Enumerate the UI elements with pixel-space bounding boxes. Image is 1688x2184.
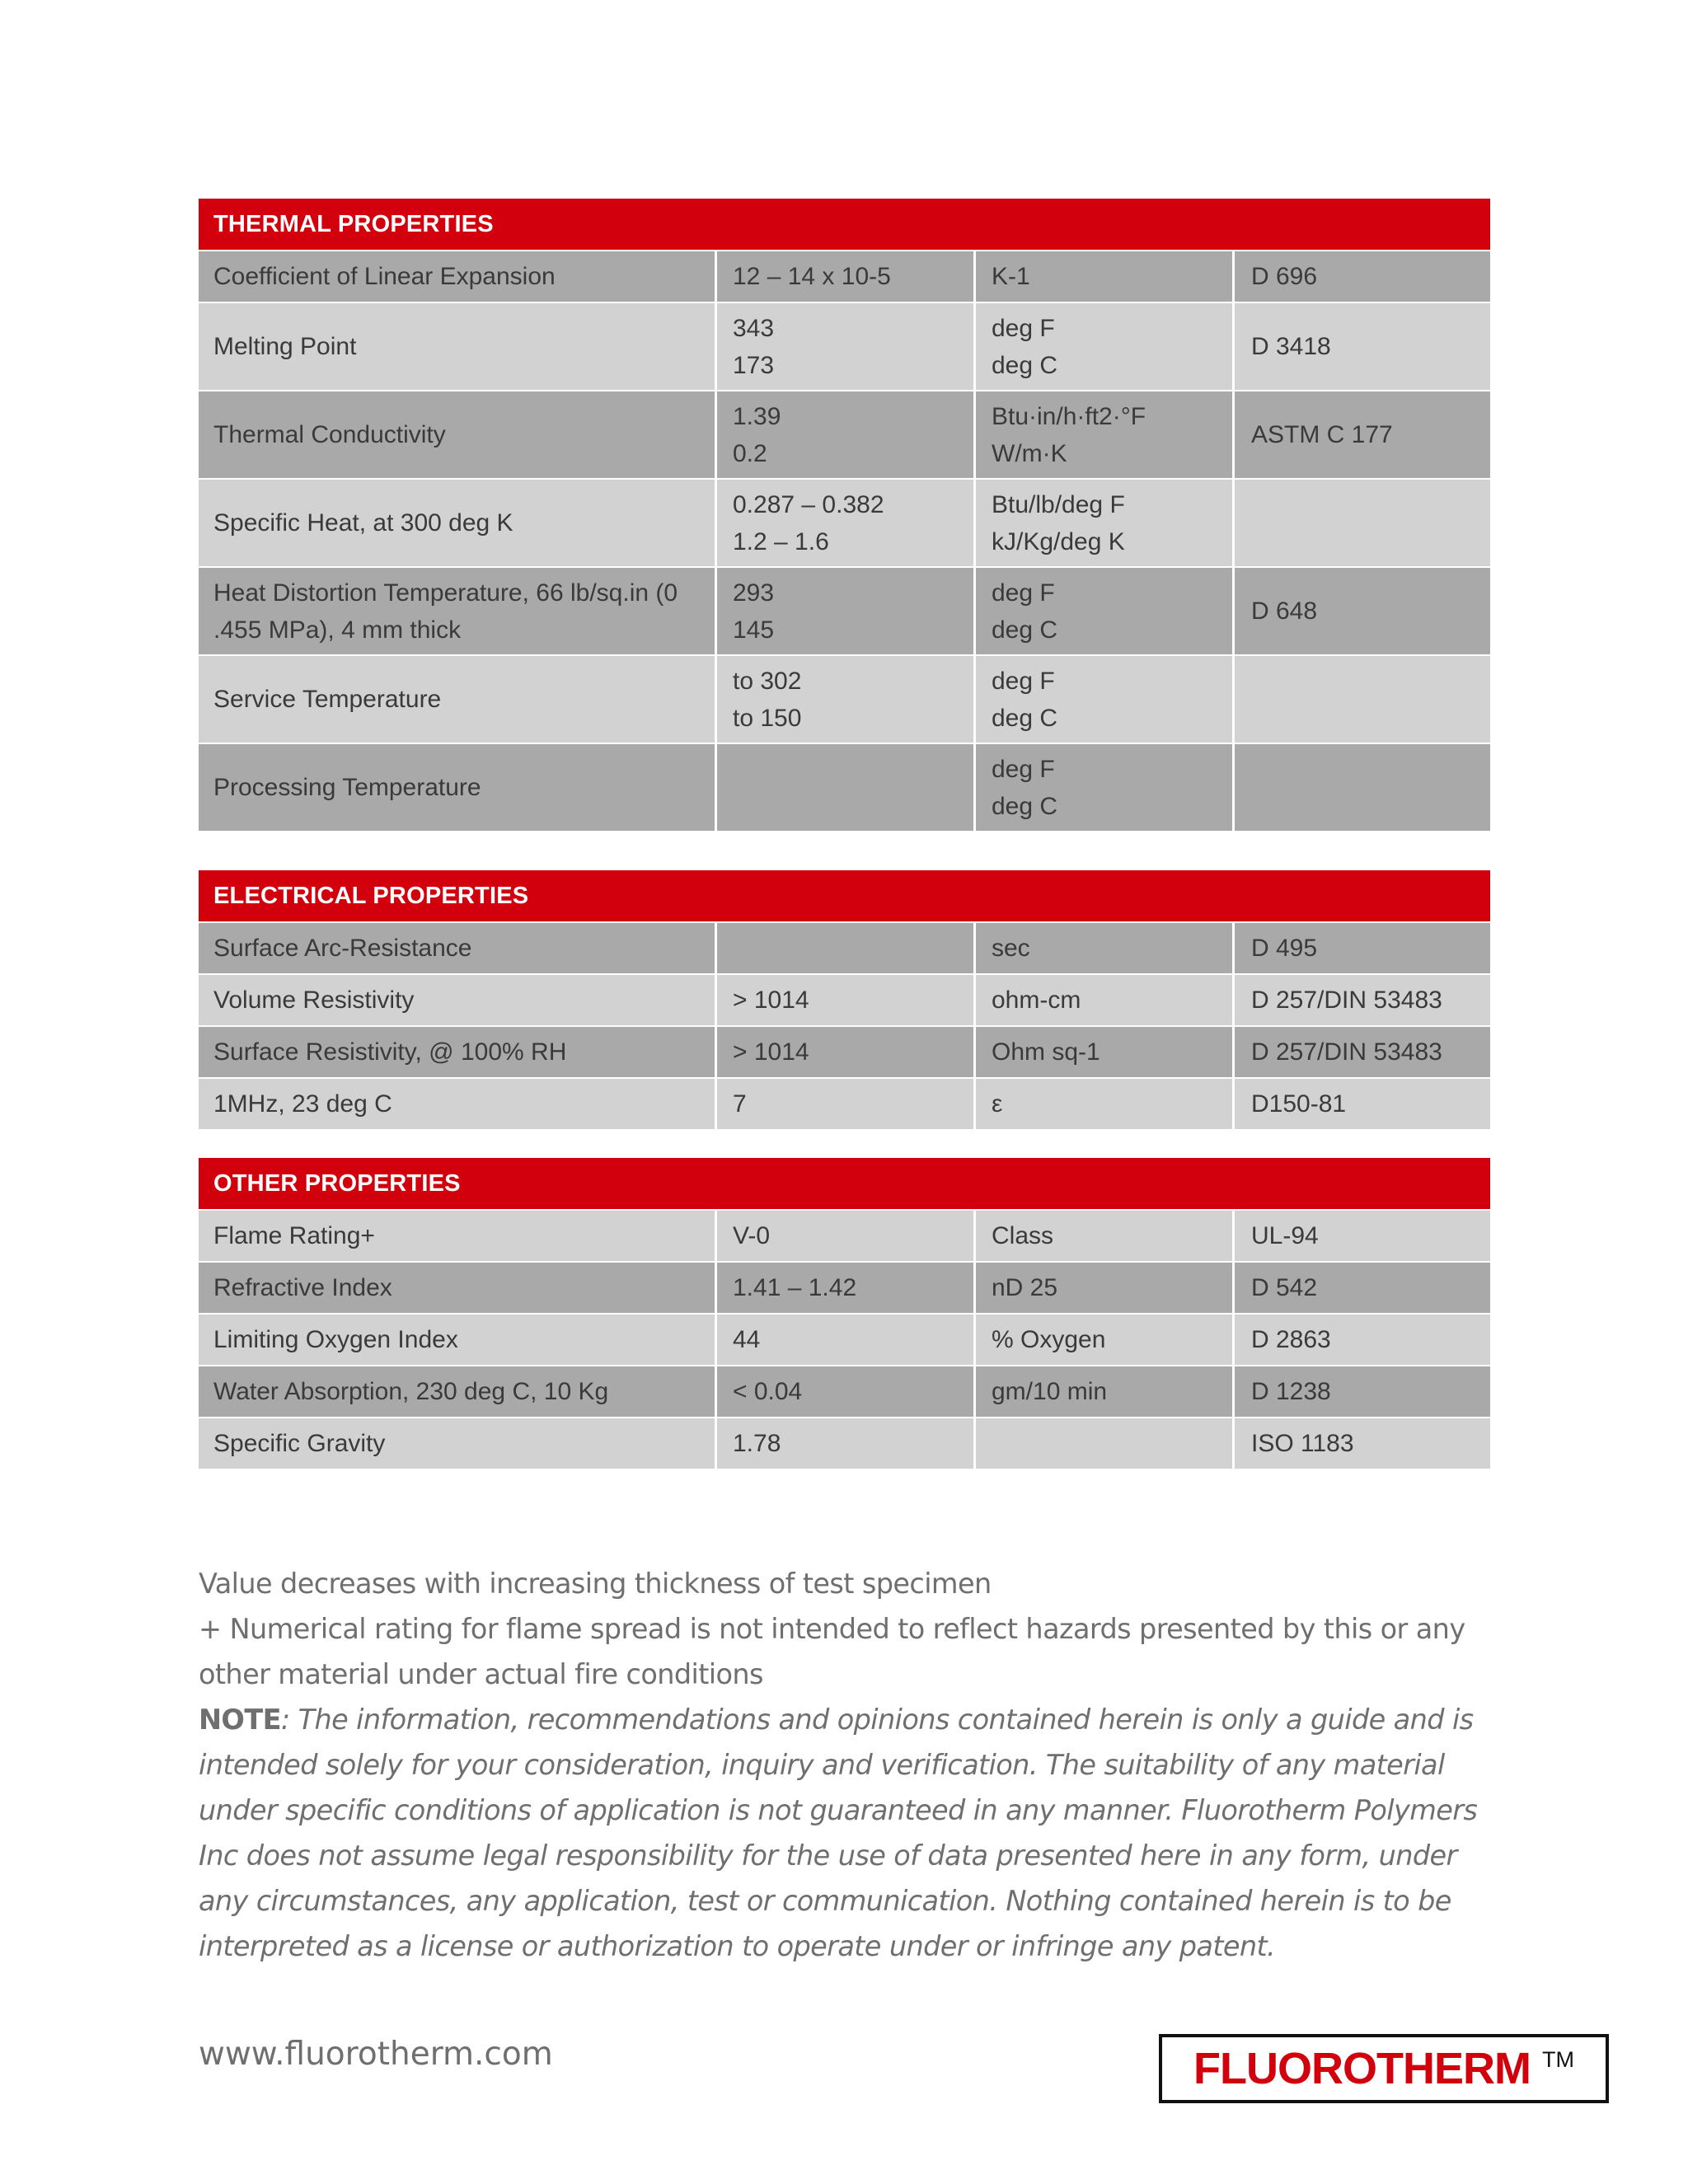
other-properties-table — [199, 1158, 1490, 1469]
property-text: Heat Distortion Temperature, 66 lb/sq.in (0 .455 MPa), 4 mm thick — [213, 579, 678, 644]
property-text: Surface Arc-Resistance — [213, 935, 472, 962]
logo-wordmark: FLUOROTHERM — [1193, 2044, 1531, 2093]
unit-line: deg F — [992, 579, 1055, 607]
website-link[interactable]: www.fluorotherm.com — [199, 2036, 553, 2073]
property-text: Surface Resistivity, @ 100% RH — [213, 1038, 567, 1066]
value-line: V-0 — [733, 1222, 771, 1249]
unit-cell — [973, 1027, 1232, 1077]
table-row — [199, 1025, 1490, 1077]
test-method-text: D 696 — [1251, 263, 1318, 290]
test-method-cell — [1232, 1027, 1490, 1077]
table-row — [199, 973, 1490, 1025]
unit-line: W/m·K — [992, 439, 1067, 467]
value-line: to 150 — [733, 704, 802, 732]
unit-cell — [973, 480, 1232, 566]
test-method-cell — [1232, 568, 1490, 654]
property-text: Volume Resistivity — [213, 987, 415, 1014]
property-cell — [199, 1366, 715, 1417]
test-method-text: ISO 1183 — [1251, 1430, 1354, 1457]
footnote-thickness: Value decreases with increasing thickness of test specimen — [199, 1568, 992, 1600]
test-method-cell — [1232, 303, 1490, 390]
table-row — [199, 1313, 1490, 1365]
value-line: 0.2 — [733, 439, 767, 467]
test-method-text: D150-81 — [1251, 1090, 1347, 1118]
property-text: Coefficient of Linear Expansion — [213, 263, 556, 290]
value-line: 173 — [733, 351, 775, 379]
property-text: Melting Point — [213, 333, 357, 360]
table-row — [199, 1209, 1490, 1261]
table-row — [199, 1417, 1490, 1469]
table-row — [199, 1365, 1490, 1417]
property-text: 1MHz, 23 deg C — [213, 1090, 392, 1118]
unit-line: deg C — [992, 704, 1058, 732]
thermal-properties-rows — [199, 250, 1490, 831]
value-cell — [715, 1027, 973, 1077]
value-cell — [715, 480, 973, 566]
unit-cell — [973, 744, 1232, 831]
unit-cell — [973, 1211, 1232, 1261]
table-row — [199, 654, 1490, 743]
property-text: Flame Rating+ — [213, 1222, 375, 1249]
test-method-cell — [1232, 923, 1490, 973]
value-line: 1.41 – 1.42 — [733, 1274, 857, 1301]
value-cell — [715, 251, 973, 302]
table-row — [199, 302, 1490, 390]
property-cell — [199, 1211, 715, 1261]
property-cell — [199, 251, 715, 302]
value-cell — [715, 1315, 973, 1365]
disclaimer-note — [199, 1697, 1493, 1969]
unit-line: nD 25 — [992, 1274, 1058, 1301]
value-cell — [715, 744, 973, 831]
footnote-flame-rating: + Numerical rating for flame spread is not intended to reflect hazards presented by this or any other material under actual fire conditions — [199, 1613, 1465, 1690]
test-method-text: D 257/DIN 53483 — [1251, 987, 1442, 1014]
property-cell — [199, 1027, 715, 1077]
unit-line: % Oxygen — [992, 1326, 1106, 1353]
thermal-properties-heading: THERMAL PROPERTIES — [199, 199, 1490, 250]
unit-cell — [973, 975, 1232, 1025]
value-cell — [715, 568, 973, 654]
property-cell — [199, 1315, 715, 1365]
property-cell — [199, 744, 715, 831]
value-cell — [715, 1079, 973, 1129]
property-text: Service Temperature — [213, 686, 442, 713]
table-row — [199, 743, 1490, 831]
property-cell — [199, 975, 715, 1025]
test-method-text: D 257/DIN 53483 — [1251, 1038, 1442, 1066]
unit-cell — [973, 303, 1232, 390]
test-method-cell — [1232, 1211, 1490, 1261]
unit-line: ohm-cm — [992, 987, 1081, 1014]
unit-cell — [973, 1263, 1232, 1313]
test-method-cell — [1232, 480, 1490, 566]
property-cell — [199, 656, 715, 743]
test-method-cell — [1232, 1418, 1490, 1469]
unit-line: Btu/lb/deg F — [992, 490, 1125, 518]
value-line: 44 — [733, 1326, 761, 1353]
test-method-text: D 1238 — [1251, 1378, 1331, 1405]
logo-trademark: TM — [1541, 2047, 1574, 2072]
unit-cell — [973, 391, 1232, 478]
property-cell — [199, 568, 715, 654]
table-row — [199, 1261, 1490, 1313]
unit-line: gm/10 min — [992, 1378, 1108, 1405]
property-text: Limiting Oxygen Index — [213, 1326, 458, 1353]
unit-line: ε — [992, 1090, 1003, 1118]
electrical-properties-heading: ELECTRICAL PROPERTIES — [199, 870, 1490, 921]
note-text: : The information, recommendations and opinions contained herein is only a guide and is intended solely for your consideration, inquiry and verification. The suitability of any material under specific conditions of application is not guaranteed in any manner. Fluorotherm Polymers Inc does not assume legal responsibility for the use of data presented here in any form, under any circumstances, any application, test or communication. Nothing contained herein is to be interpreted as a license or authorization to operate under or infringe any patent. — [199, 1704, 1478, 1962]
table-row — [199, 390, 1490, 478]
test-method-text: D 542 — [1251, 1274, 1318, 1301]
value-cell — [715, 1418, 973, 1469]
property-cell — [199, 1418, 715, 1469]
unit-cell — [973, 1418, 1232, 1469]
value-cell — [715, 975, 973, 1025]
other-properties-heading: OTHER PROPERTIES — [199, 1158, 1490, 1209]
property-text: Specific Heat, at 300 deg K — [213, 509, 513, 537]
unit-line: Class — [992, 1222, 1054, 1249]
value-line: 343 — [733, 314, 775, 342]
test-method-cell — [1232, 744, 1490, 831]
unit-line: deg F — [992, 755, 1055, 783]
unit-cell — [973, 1366, 1232, 1417]
unit-line: deg C — [992, 351, 1058, 379]
value-cell — [715, 1366, 973, 1417]
property-cell — [199, 391, 715, 478]
test-method-text: ASTM C 177 — [1251, 421, 1393, 448]
unit-line: deg C — [992, 616, 1058, 644]
value-line: 12 – 14 x 10-5 — [733, 263, 891, 290]
property-text: Specific Gravity — [213, 1430, 386, 1457]
value-line: > 1014 — [733, 987, 809, 1014]
value-line: 1.78 — [733, 1430, 781, 1457]
thermal-properties-table — [199, 199, 1490, 831]
unit-cell — [973, 568, 1232, 654]
property-text: Water Absorption, 230 deg C, 10 Kg — [213, 1378, 609, 1405]
value-line: 1.39 — [733, 402, 781, 430]
property-cell — [199, 923, 715, 973]
test-method-cell — [1232, 1079, 1490, 1129]
test-method-text: D 3418 — [1251, 333, 1331, 360]
table-row — [199, 250, 1490, 302]
unit-line: deg C — [992, 792, 1058, 820]
value-line: < 0.04 — [733, 1378, 803, 1405]
table-row — [199, 1077, 1490, 1129]
test-method-cell — [1232, 1366, 1490, 1417]
unit-line: deg F — [992, 667, 1055, 695]
property-cell — [199, 1263, 715, 1313]
value-cell — [715, 1263, 973, 1313]
table-row — [199, 566, 1490, 654]
footnotes — [199, 1561, 1493, 1969]
test-method-cell — [1232, 251, 1490, 302]
test-method-cell — [1232, 656, 1490, 743]
property-cell — [199, 1079, 715, 1129]
table-row — [199, 921, 1490, 973]
unit-line: Btu·in/h·ft2·°F — [992, 402, 1146, 430]
unit-line: K-1 — [992, 263, 1030, 290]
property-cell — [199, 480, 715, 566]
value-line: 7 — [733, 1090, 747, 1118]
value-line: 0.287 – 0.382 — [733, 490, 884, 518]
value-line: > 1014 — [733, 1038, 809, 1066]
electrical-properties-table — [199, 870, 1490, 1129]
table-row — [199, 478, 1490, 566]
property-cell — [199, 303, 715, 390]
test-method-text: UL-94 — [1251, 1222, 1319, 1249]
test-method-cell — [1232, 1263, 1490, 1313]
value-line: 293 — [733, 579, 775, 607]
value-cell — [715, 303, 973, 390]
test-method-cell — [1232, 975, 1490, 1025]
unit-line: Ohm sq-1 — [992, 1038, 1100, 1066]
property-text: Refractive Index — [213, 1274, 392, 1301]
unit-cell — [973, 251, 1232, 302]
value-cell — [715, 656, 973, 743]
other-properties-rows — [199, 1209, 1490, 1469]
unit-cell — [973, 656, 1232, 743]
property-text: Thermal Conductivity — [213, 421, 446, 448]
unit-line: kJ/Kg/deg K — [992, 527, 1125, 555]
test-method-text: D 495 — [1251, 935, 1318, 962]
unit-cell — [973, 923, 1232, 973]
test-method-cell — [1232, 391, 1490, 478]
value-cell — [715, 1211, 973, 1261]
electrical-properties-rows — [199, 921, 1490, 1129]
unit-line: sec — [992, 935, 1030, 962]
note-label: NOTE — [199, 1704, 281, 1736]
value-cell — [715, 391, 973, 478]
test-method-text: D 2863 — [1251, 1326, 1331, 1353]
value-line: to 302 — [733, 667, 802, 695]
unit-cell — [973, 1079, 1232, 1129]
value-line: 145 — [733, 616, 775, 644]
test-method-cell — [1232, 1315, 1490, 1365]
value-line: 1.2 – 1.6 — [733, 527, 829, 555]
property-text: Processing Temperature — [213, 774, 481, 801]
test-method-text: D 648 — [1251, 598, 1318, 625]
unit-line: deg F — [992, 314, 1055, 342]
value-cell — [715, 923, 973, 973]
unit-cell — [973, 1315, 1232, 1365]
fluorotherm-logo — [1159, 2034, 1609, 2103]
